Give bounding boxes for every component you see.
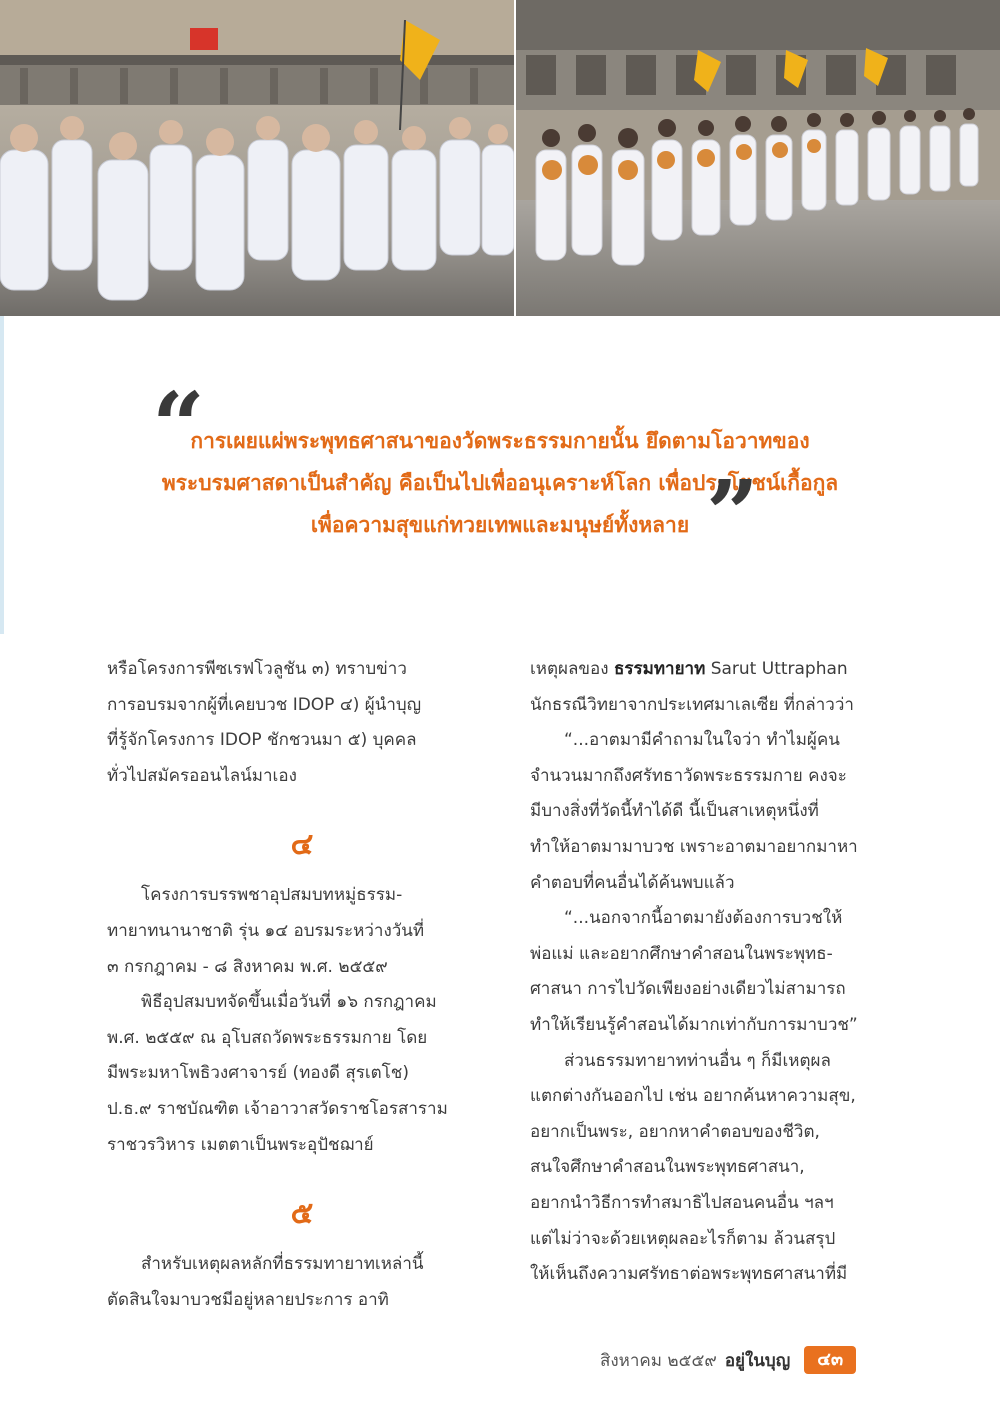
procession-illustration-right (516, 0, 1000, 316)
pull-quote (100, 420, 900, 546)
text-line: ป.ธ.๙ ราชบัณฑิต เจ้าอาวาสวัดราชโอรสาราม (107, 1098, 448, 1119)
right-intro-paragraph (530, 652, 920, 723)
person-name: Sarut Uttraphan (710, 659, 848, 679)
text-line: อยากเป็นพระ, อยากหาคำตอบของชีวิต, (530, 1121, 820, 1142)
section4-paragraph-1 (107, 878, 497, 985)
photo-procession-right (516, 0, 1000, 316)
text-fragment: เหตุผลของ (530, 659, 609, 679)
quote-paragraph-2 (530, 901, 920, 1043)
issue-date: สิงหาคม ๒๕๕๙ (600, 1350, 717, 1371)
pull-quote-line: การเผยแผ่พระพุทธศาสนาของวัดพระธรรมกายนั้น ยึดตามโอวาทของ (190, 429, 810, 453)
photo-procession-left (0, 0, 514, 316)
text-line: ๓ กรกฎาคม - ๘ สิงหาคม พ.ศ. ๒๕๕๙ (107, 956, 388, 977)
section4-paragraph-2 (107, 985, 497, 1163)
text-line: ตัดสินใจมาบวชมีอยู่หลายประการ อาทิ (107, 1289, 389, 1310)
quote-paragraph-1 (530, 723, 920, 901)
text-line: ทำให้เรียนรู้คำสอนได้มากเท่ากับการมาบวช” (530, 1014, 858, 1035)
reasons-paragraph (530, 1044, 920, 1293)
text-line: คำตอบที่คนอื่นได้ค้นพบแล้ว (530, 872, 735, 893)
magazine-name: อยู่ในบุญ (724, 1350, 791, 1371)
left-column (107, 652, 497, 1318)
text-line: พิธีอุปสมบทจัดขึ้นเมื่อวันที่ ๑๖ กรกฎาคม (141, 992, 437, 1013)
page-number-badge: ๔๓ (804, 1346, 856, 1374)
side-accent-strip (0, 316, 4, 634)
procession-illustration-left (0, 0, 514, 316)
text-line: ให้เห็นถึงความศรัทธาต่อพระพุทธศาสนาที่มี (530, 1264, 848, 1285)
text-line: สำหรับเหตุผลหลักที่ธรรมทายาทเหล่านี้ (141, 1254, 424, 1275)
text-line: ที่รู้จักโครงการ IDOP ชักชวนมา ๕) บุคคล (107, 730, 417, 751)
text-line: พ.ศ. ๒๕๕๙ ณ อุโบสถวัดพระธรรมกาย โดย (107, 1027, 428, 1048)
text-line: ทายาทนานาชาติ รุ่น ๑๔ อบรมระหว่างวันที่ (107, 920, 425, 941)
text-line: สนใจศึกษาคำสอนในพระพุทธศาสนา, (530, 1157, 805, 1178)
open-quote-mark: “ (152, 372, 205, 480)
text-line: การอบรมจากผู้ที่เคยบวช IDOP ๔) ผู้นำบุญ (107, 694, 422, 715)
section5-paragraph (107, 1247, 497, 1318)
text-line: หรือโครงการพีซเรฟโวลูชัน ๓) ทราบข่าว (107, 659, 407, 679)
text-line: ราชวรวิหาร เมตตาเป็นพระอุปัชฌาย์ (107, 1134, 374, 1155)
text-line: นักธรณีวิทยาจากประเทศมาเลเซีย ที่กล่าวว่า (530, 694, 854, 715)
section-number-5: ๕ (290, 1196, 314, 1232)
text-line (530, 652, 920, 688)
text-line: ทำให้อาตมามาบวช เพราะอาตมาอยากมาหา (530, 836, 858, 857)
pull-quote-line: เพื่อความสุขแก่ทวยเทพและมนุษย์ทั้งหลาย (310, 513, 690, 537)
bold-term: ธรรมทายาท (613, 659, 706, 679)
text-line: “...นอกจากนี้อาตมายังต้องการบวชให้ (564, 908, 843, 929)
section-number-4: ๔ (290, 827, 314, 863)
text-line: มีบางสิ่งที่วัดนี้ทำได้ดี นี้เป็นสาเหตุหนึ่งที่ (530, 801, 819, 822)
text-line: จำนวนมากถึงศรัทธาวัดพระธรรมกาย คงจะ (530, 765, 847, 786)
text-line: ทั่วไปสมัครออนไลน์มาเอง (107, 765, 297, 786)
close-quote-mark: ” (706, 460, 759, 568)
intro-paragraph (107, 652, 497, 794)
text-line: แตกต่างกันออกไป เช่น อยากค้นหาความสุข, (530, 1086, 856, 1107)
text-line: มีพระมหาโพธิวงศาจารย์ (ทองดี สุรเตโช) (107, 1063, 409, 1084)
text-line: แต่ไม่ว่าจะด้วยเหตุผลอะไรก็ตาม ล้วนสรุป (530, 1228, 836, 1249)
text-line: ศาสนา การไปวัดเพียงอย่างเดียวไม่สามารถ (530, 979, 846, 1000)
right-column (530, 652, 920, 1293)
text-line: อยากนำวิธีการทำสมาธิไปสอนคนอื่น ฯลฯ (530, 1192, 834, 1213)
pull-quote-line: พระบรมศาสดาเป็นสำคัญ คือเป็นไปเพื่ออนุเคราะห์โลก เพื่อประโยชน์เกื้อกูล (161, 471, 839, 495)
text-line: “...อาตมามีคำถามในใจว่า ทำไมผู้คน (564, 730, 840, 751)
page-footer (600, 1344, 856, 1376)
text-line: พ่อแม่ และอยากศึกษาคำสอนในพระพุทธ- (530, 943, 833, 964)
text-line: ส่วนธรรมทายาทท่านอื่น ๆ ก็มีเหตุผล (564, 1050, 831, 1071)
text-line: โครงการบรรพชาอุปสมบทหมู่ธรรม- (141, 885, 403, 906)
